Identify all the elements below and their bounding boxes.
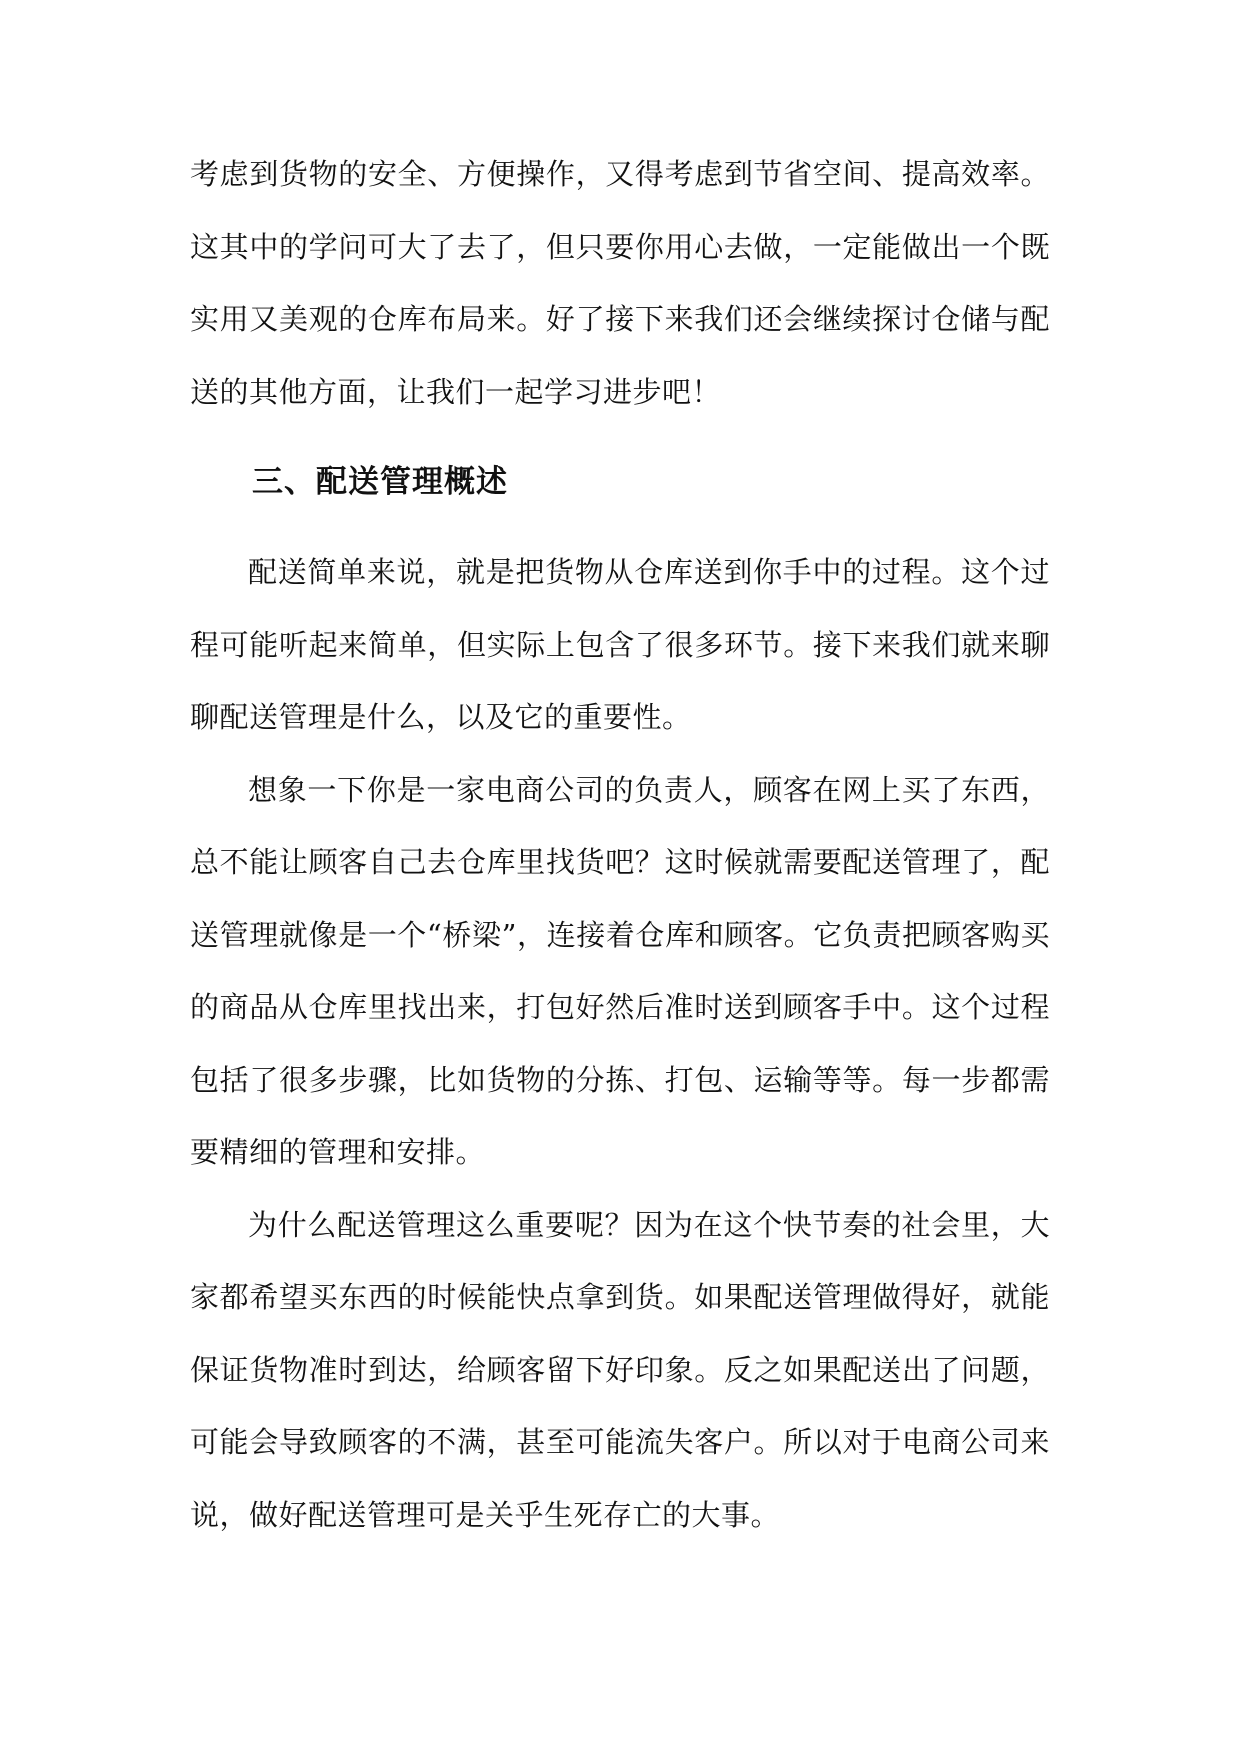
paragraph-example: 想象一下你是一家电商公司的负责人，顾客在网上买了东西，总不能让顾客自己去仓库里找货吧？这时候就需要配送管理了，配送管理就像是一个“桥梁”，连接着仓库和顾客。它负责把顾客购买的商品从仓库里找出来，打包好然后准时送到顾客手中。这个过程包括了很多步骤，比如货物的分拣、打包、运输等等。每一步都需要精细的管理和安排。 <box>190 772 1050 1169</box>
document-body <box>190 138 1050 1551</box>
continued-paragraph: 考虑到货物的安全、方便操作，又得考虑到节省空间、提高效率。这其中的学问可大了去了，但只要你用心去做，一定能做出一个既实用又美观的仓库布局来。好了接下来我们还会继续探讨仓储与配送的其他方面，让我们一起学习进步吧！ <box>190 157 1050 409</box>
section-heading: 三、配送管理概述 <box>252 464 508 500</box>
paragraph-definition: 配送简单来说，就是把货物从仓库送到你手中的过程。这个过程可能听起来简单，但实际上包含了很多环节。接下来我们就来聊聊配送管理是什么，以及它的重要性。 <box>190 555 1050 734</box>
paragraph-importance: 为什么配送管理这么重要呢？因为在这个快节奏的社会里，大家都希望买东西的时候能快点拿到货。如果配送管理做得好，就能保证货物准时到达，给顾客留下好印象。反之如果配送出了问题，可能会导致顾客的不满，甚至可能流失客户。所以对于电商公司来说，做好配送管理可是关乎生死存亡的大事。 <box>190 1207 1050 1532</box>
